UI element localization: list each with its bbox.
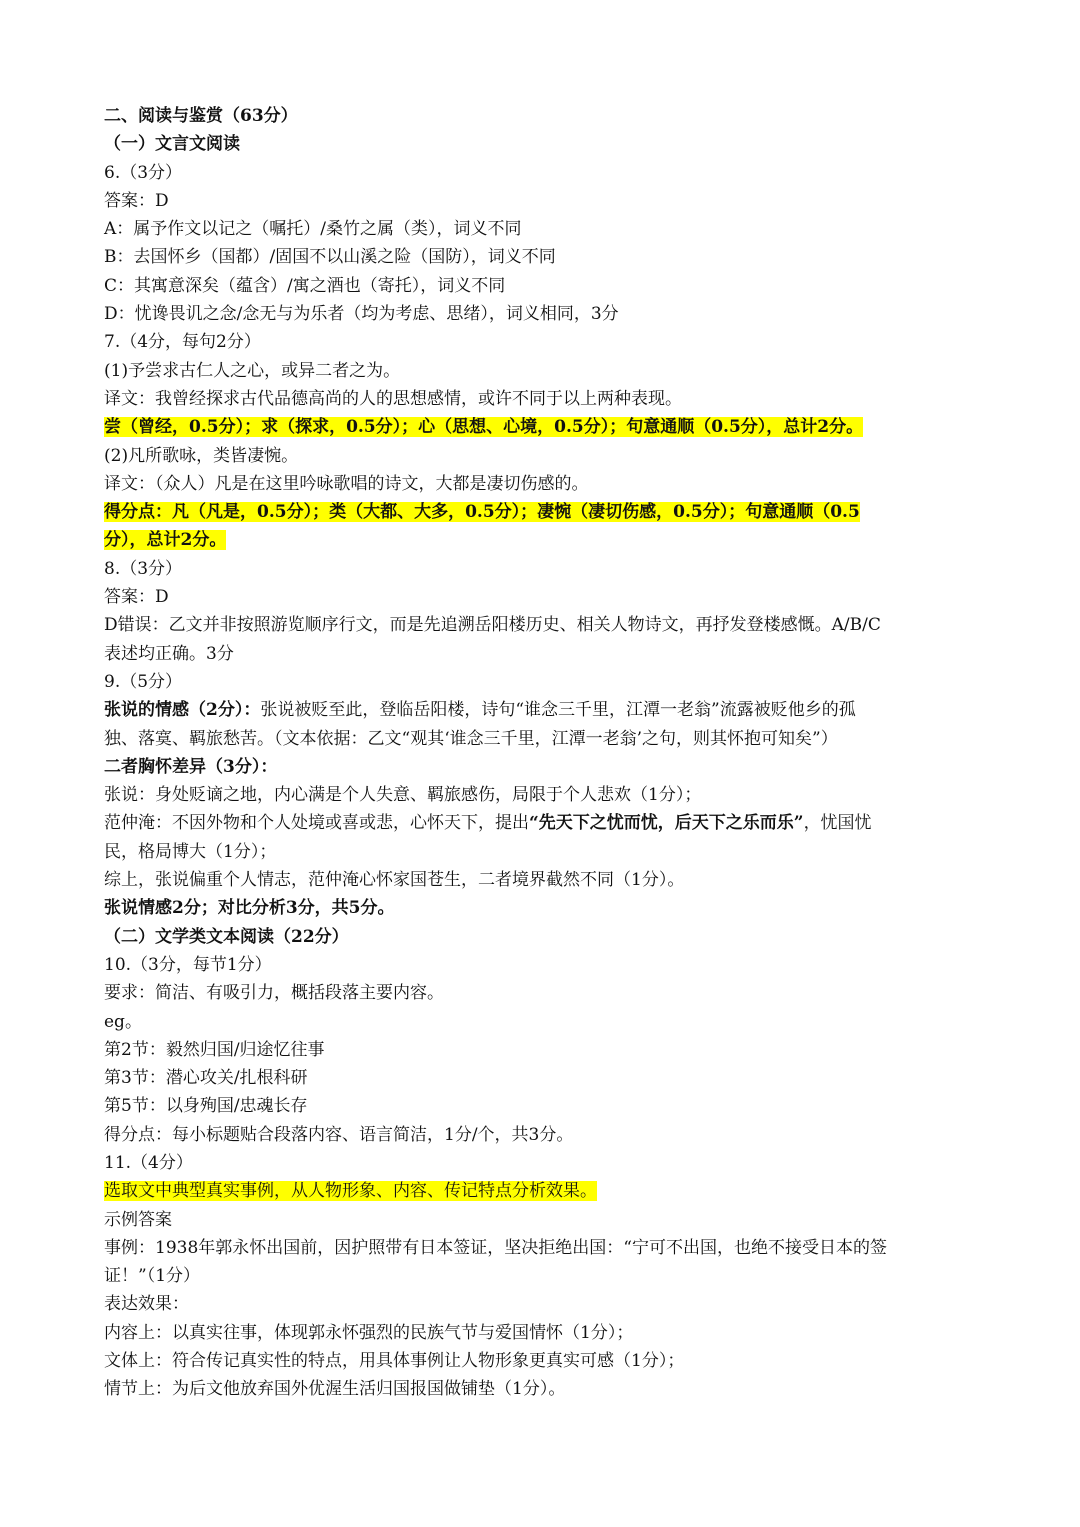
source-sentence: (2)凡所歌咏，类皆凄惋。 (104, 445, 299, 466)
subtitle-example: 第3节：潜心攻关/扎根科研 (104, 1068, 308, 1089)
option-c-explanation: C：其寓意深矣（蕴含）/寓之酒也（寄托），词义不同 (104, 275, 506, 296)
question-number: 10.（3分，每节1分） (104, 954, 272, 975)
translation: 译文：（众人）凡是在这里吟咏歌唱的诗文，大都是凄切伤感的。 (104, 473, 589, 494)
emotion-analysis-cont: 独、落寞、羁旅愁苦。（文本依据：乙文“观其‘谁念三千里，江潭一老翁’之句，则其怀抱可知矣”） (104, 728, 838, 749)
answer-line: 答案：D (104, 190, 169, 211)
answer-line: 答案：D (104, 587, 169, 608)
answer-explanation: D错误：乙文并非按照游览顺序行文，而是先追溯岳阳楼历史、相关人物诗文，再抒发登楼感慨。A/B/C (104, 615, 881, 636)
difference-label: 二者胸怀差异（3分）： (104, 756, 278, 777)
requirement: 要求：简洁、有吸引力，概括段落主要内容。 (104, 983, 444, 1004)
answer-explanation-cont: 表述均正确。3分 (104, 643, 234, 664)
option-d-explanation: D：忧谗畏讥之念/念无与为乐者（均为考虑、思绪），词义相同，3分 (104, 304, 619, 325)
fan-text-pre: 范仲淹：不因外物和个人处境或喜或悲，心怀天下，提出 (104, 813, 529, 834)
effect-style: 文体上：符合传记真实性的特点，用具体事例让人物形象更真实可感（1分）； (104, 1351, 685, 1372)
subtitle-example: 第5节：以身殉国/忠魂长存 (104, 1096, 308, 1117)
fan-quote: “先天下之忧而忧，后天下之乐而乐” (529, 813, 804, 834)
highlighted-text: 选取文中典型真实事例，从人物形象、内容、传记特点分析效果。 (104, 1181, 597, 1202)
section-heading: 二、阅读与鉴赏（63分） (104, 106, 298, 126)
question-number: 9.（5分） (104, 671, 183, 692)
fan-analysis-cont: 民，格局博大（1分）； (104, 841, 277, 862)
scoring-points (104, 413, 984, 441)
effect-plot: 情节上：为后文他放弃国外优渥生活归国报国做铺垫（1分）。 (104, 1379, 566, 1400)
option-a-explanation: A：属予作文以记之（嘱托）/桑竹之属（类），词义不同 (104, 219, 522, 240)
highlighted-text: 分），总计2分。 (104, 530, 227, 551)
scoring-points: 得分点：每小标题贴合段落内容、语言简洁，1分/个，共3分。 (104, 1124, 574, 1145)
effect-content: 内容上：以真实往事，体现郭永怀强烈的民族气节与爱国情怀（1分）； (104, 1322, 634, 1343)
scoring-points (104, 498, 984, 526)
question-number: 11.（4分） (104, 1152, 193, 1173)
scoring-summary: 张说情感2分；对比分析3分，共5分。 (104, 898, 395, 919)
translation: 译文：我曾经探求古代品德高尚的人的思想感情，或许不同于以上两种表现。 (104, 388, 682, 409)
highlighted-text: 尝（曾经，0.5分）；求（探求，0.5分）；心（思想、心境，0.5分）；句意通顺（0.5分），总计2分。 (104, 417, 864, 438)
subsection-heading: （一）文言文阅读 (104, 134, 240, 155)
subsection-heading: （二）文学类文本阅读（22分） (104, 926, 349, 947)
question-number: 8.（3分） (104, 558, 183, 579)
zhang-analysis: 张说：身处贬谪之地，内心满是个人失意、羁旅感伤，局限于个人悲欢（1分）； (104, 785, 702, 806)
instruction (104, 1177, 984, 1205)
option-b-explanation: B：去国怀乡（国都）/固国不以山溪之险（国防），词义不同 (104, 247, 556, 268)
example-event-cont: 证！”（1分） (104, 1266, 201, 1287)
question-number: 6.（3分） (104, 162, 183, 183)
fan-text-post: ，忧国忧 (803, 813, 872, 834)
sample-answer-label: 示例答案 (104, 1209, 172, 1230)
emotion-analysis (104, 696, 984, 724)
source-sentence: (1)予尝求古仁人之心，或异二者之为。 (104, 360, 401, 381)
emotion-text: 张说被贬至此，登临岳阳楼，诗句“谁念三千里，江潭一老翁”流露被贬他乡的孤 (260, 700, 856, 721)
question-number: 7.（4分，每句2分） (104, 332, 261, 353)
example-event: 事例：1938年郭永怀出国前，因护照带有日本签证，坚决拒绝出国：“宁可不出国，也绝不接受日本的签 (104, 1237, 887, 1258)
example-label: eg。 (104, 1011, 142, 1032)
answer-document (104, 102, 984, 1404)
fan-analysis (104, 809, 984, 837)
summary: 综上，张说偏重个人情志，范仲淹心怀家国苍生，二者境界截然不同（1分）。 (104, 870, 685, 891)
effect-label: 表达效果： (104, 1294, 189, 1315)
emotion-label: 张说的情感（2分）： (104, 700, 261, 721)
subtitle-example: 第2节：毅然归国/归途忆往事 (104, 1039, 325, 1060)
highlighted-text: 得分点：凡（凡是，0.5分）；类（大都、大多，0.5分）；凄惋（凄切伤感，0.5分）；句意通顺（0.5 (104, 502, 860, 523)
scoring-points-cont (104, 526, 984, 554)
